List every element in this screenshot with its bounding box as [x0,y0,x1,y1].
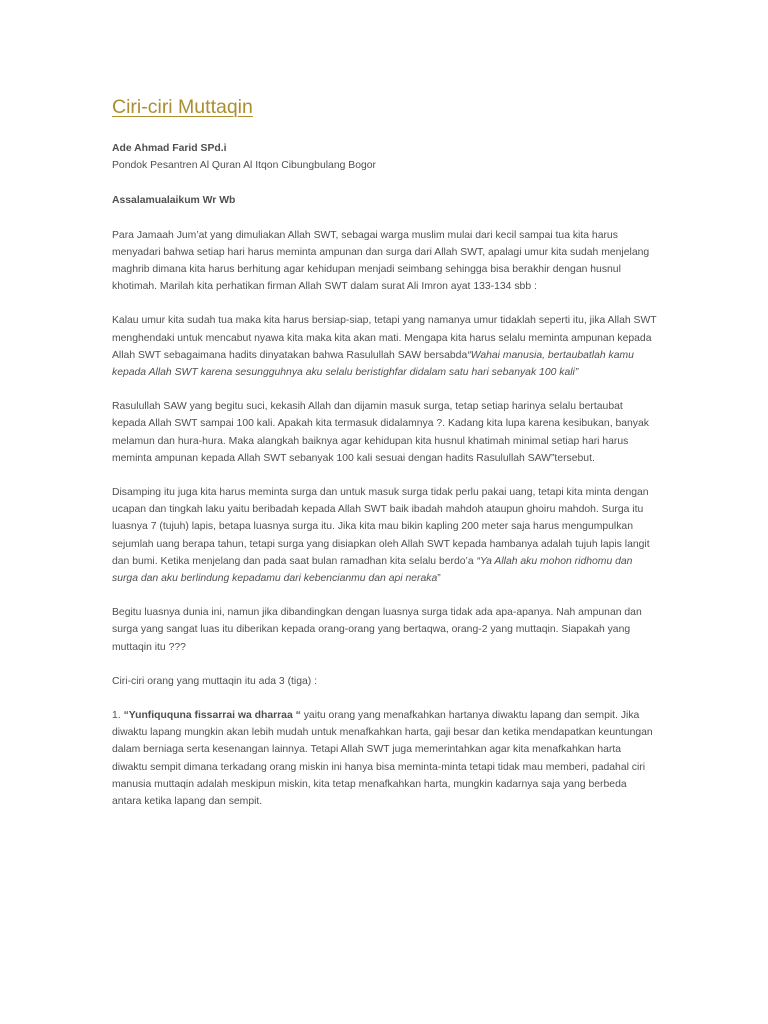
paragraph-6: Ciri-ciri orang yang muttaqin itu ada 3 (tiga) : [112,675,318,687]
paragraph-1: Para Jamaah Jum’at yang dimuliakan Allah SWT, sebagai warga muslim mulai dari kecil sampai tua kita harus menyadari bahwa setiap hari harus meminta ampunan dan surga dari Allah SWT, apalagi umur kita sudah menjelang maghrib dimana kita harus berhitung agar kehidupan menjadi seimbang sehingga bisa berakhir dengan husnul khotimah. Marilah kita perhatikan firman Allah SWT dalam surat Ali Imron ayat 133-134 sbb : [112,229,650,293]
paragraph-2 [112,312,657,381]
prayer-quote-close: ” [437,573,441,585]
author-institution: Pondok Pesantren Al Quran Al Itqon Cibungbulang Bogor [112,160,376,172]
list-item-1-text: yaitu orang yang menafkahkan hartanya diwaktu lapang dan sempit. Jika diwaktu lapang mungkin akan lebih mudah untuk menafkahkan harta, gaji besar dan ketika mendapatkan keuntungan dalam berniaga serta kesenangan lainnya. Tetapi Allah SWT juga memerintahkan agar kita menafkahkan harta diwaktu sempit dimana terkadang orang miskin ini hanya bisa meminta-minta tetapi tidak mau memberi, padahal ciri manusia muttaqin adalah meskipun miskin, kita tetap menafkahkan harta, mungkin kadarnya saja yang berbeda antara ketika lapang dan sempit. [112,710,653,808]
article-body [112,92,657,827]
article-title[interactable]: Ciri-ciri Muttaqin [112,96,253,118]
list-item-1-heading: “Yunfiququna fissarrai wa dharraa “ [123,710,301,722]
author-name: Ade Ahmad Farid SPd.i [112,143,227,154]
hadith-quote: “Wahai manusia, bertaubatlah kamu kepada Allah SWT karena sesungguhnya aku selalu beristighfar didalam satu hari sebanyak 100 kali” [112,349,634,379]
list-item-1 [112,707,657,810]
paragraph-2-text: Kalau umur kita sudah tua maka kita harus bersiap-siap, tetapi yang namanya umur tidaklah seperti itu, jika Allah SWT menghendaki untuk mencabut nyawa kita maka kita akan mati. Mengapa kita harus selalu meminta ampunan kepada Allah SWT sebagaimana hadits dinyatakan bahwa Rasulullah SAW bersabda [112,315,657,361]
paragraph-5: Begitu luasnya dunia ini, namun jika dibandingkan dengan luasnya surga tidak ada apa-apanya. Nah ampunan dan surga yang sangat luas itu diberikan kepada orang-orang yang bertaqwa, orang-2 yang muttaqin. Siapakah yang muttaqin itu ??? [112,607,642,653]
paragraph-4-text: Disamping itu juga kita harus meminta surga dan untuk masuk surga tidak perlu pakai uang, tetapi kita minta dengan ucapan dan tingkah laku yaitu beribadah kepada Allah SWT baik ibadah mahdoh ataupun ghoiru mahdoh. Surga itu luasnya 7 (tujuh) lapis, betapa luasnya surga itu. Jika kita mau bikin kapling 200 meter saja harus mengumpulkan sejumlah uang berapa tahun, tetapi surga yang disiapkan oleh Allah SWT kepada hambanya adalah tujuh lapis langit dan bumi. Ketika menjelang dan pada saat bulan ramadhan kita selalu berdo’a [112,487,650,567]
prayer-quote: “Ya Allah aku mohon ridhomu dan surga dan aku berlindung kepadamu dari kebencianmu dan api neraka [112,555,633,585]
paragraph-4 [112,484,657,587]
list-item-1-number: 1. [112,710,124,722]
paragraph-3: Rasulullah SAW yang begitu suci, kekasih Allah dan dijamin masuk surga, tetap setiap harinya selalu bertaubat kepada Allah SWT sampai 100 kali. Apakah kita termasuk didalamnya ?. Kadang kita lupa karena kesibukan, banyak melamun dan hura-hura. Maka alangkah baiknya agar kehidupan kita husnul khatimah minimal setiap hari harus meminta ampunan kepada Allah SWT sebanyak 100 kali sesuai dengan hadits Rasulullah SAW”tersebut. [112,401,649,464]
greeting: Assalamualaikum Wr Wb [112,195,236,207]
